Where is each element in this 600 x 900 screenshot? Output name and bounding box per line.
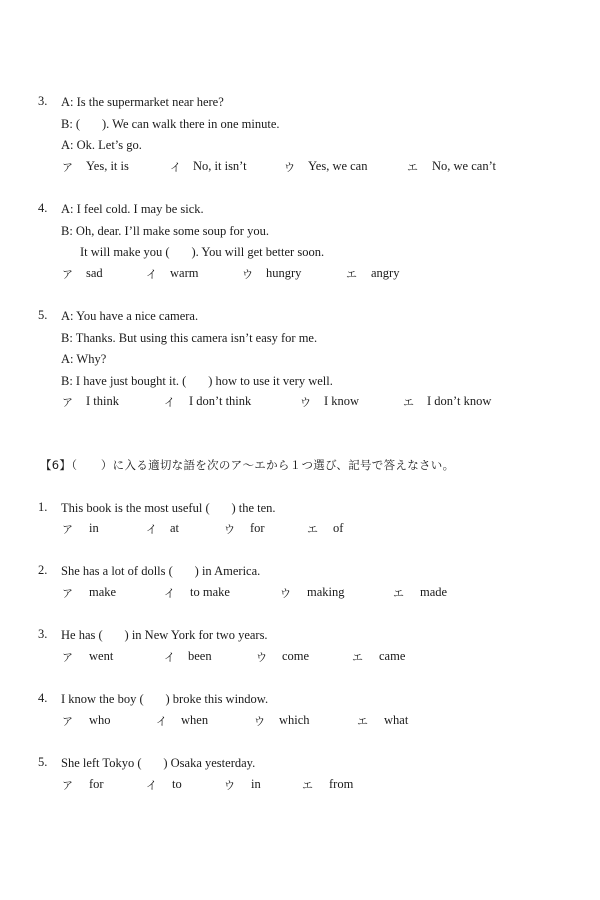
- dialog-line: B: ( ). We can walk there in one minute.: [61, 117, 280, 131]
- option-mark: ア: [62, 715, 73, 728]
- option-text: in: [89, 521, 99, 535]
- question-number: 5.: [38, 308, 48, 322]
- option-text: went: [89, 649, 114, 663]
- option-text: I don’t know: [427, 394, 492, 408]
- option-mark: イ: [146, 779, 157, 792]
- dialog-line: A: Why?: [61, 352, 107, 366]
- option-mark: ウ: [280, 587, 291, 600]
- option-mark: イ: [170, 161, 181, 174]
- option-text: to make: [190, 585, 230, 599]
- option-text: to: [172, 777, 182, 791]
- section-6-instructions: 【6】（ ）に入る適切な語を次のア～エから１つ選び、記号で答えなさい。: [40, 458, 455, 472]
- option-text: of: [333, 521, 344, 535]
- option-text: I know: [324, 394, 360, 408]
- question-number: 1.: [38, 500, 48, 514]
- option-mark: ウ: [300, 396, 311, 409]
- option-mark: ア: [62, 523, 73, 536]
- option-mark: ア: [62, 587, 73, 600]
- option-text: what: [384, 713, 409, 727]
- option-text: warm: [170, 266, 199, 280]
- option-text: I don’t think: [189, 394, 252, 408]
- question-text: She left Tokyo ( ) Osaka yesterday.: [61, 756, 256, 770]
- option-mark: イ: [164, 651, 175, 664]
- question-number: 4.: [38, 691, 48, 705]
- option-text: for: [89, 777, 104, 791]
- option-text: for: [250, 521, 265, 535]
- dialog-line: A: I feel cold. I may be sick.: [61, 202, 204, 216]
- option-text: No, it isn’t: [193, 159, 247, 173]
- question-text: I know the boy ( ) broke this window.: [61, 692, 269, 706]
- option-text: who: [89, 713, 111, 727]
- dialog-line: It will make you ( ). You will get better soon.: [80, 245, 325, 259]
- option-mark: ウ: [224, 523, 235, 536]
- question-number: 3.: [38, 94, 48, 108]
- option-mark: ウ: [256, 651, 267, 664]
- option-text: which: [279, 713, 310, 727]
- question-number: 3.: [38, 627, 48, 641]
- option-mark: ア: [62, 396, 73, 409]
- option-mark: エ: [357, 715, 368, 728]
- option-mark: ア: [62, 651, 73, 664]
- option-mark: ア: [62, 161, 73, 174]
- option-text: Yes, we can: [308, 159, 368, 173]
- option-text: make: [89, 585, 117, 599]
- option-text: came: [379, 649, 406, 663]
- option-text: made: [420, 585, 448, 599]
- option-mark: ウ: [242, 268, 253, 281]
- option-mark: ウ: [254, 715, 265, 728]
- option-mark: ア: [62, 268, 73, 281]
- option-text: sad: [86, 266, 103, 280]
- option-mark: イ: [164, 587, 175, 600]
- question-text: He has ( ) in New York for two years.: [61, 628, 268, 642]
- question-number: 2.: [38, 563, 48, 577]
- option-text: from: [329, 777, 354, 791]
- dialog-line: B: Oh, dear. I’ll make some soup for you.: [61, 224, 269, 238]
- option-mark: エ: [346, 268, 357, 281]
- option-text: making: [307, 585, 345, 599]
- question-number: 4.: [38, 201, 48, 215]
- option-mark: イ: [156, 715, 167, 728]
- option-text: Yes, it is: [86, 159, 129, 173]
- option-text: I think: [86, 394, 119, 408]
- option-mark: ア: [62, 779, 73, 792]
- option-mark: イ: [146, 523, 157, 536]
- option-text: in: [251, 777, 261, 791]
- option-mark: イ: [164, 396, 175, 409]
- dialog-line: A: Is the supermarket near here?: [61, 95, 224, 109]
- question-text: She has a lot of dolls ( ) in America.: [61, 564, 261, 578]
- option-mark: エ: [407, 161, 418, 174]
- option-text: come: [282, 649, 310, 663]
- option-mark: エ: [302, 779, 313, 792]
- option-mark: エ: [393, 587, 404, 600]
- question-text: This book is the most useful ( ) the ten.: [61, 501, 276, 515]
- option-text: No, we can’t: [432, 159, 496, 173]
- question-number: 5.: [38, 755, 48, 769]
- option-text: hungry: [266, 266, 302, 280]
- dialog-line: A: Ok. Let’s go.: [61, 138, 142, 152]
- dialog-line: A: You have a nice camera.: [61, 309, 199, 323]
- option-text: when: [181, 713, 209, 727]
- option-mark: エ: [352, 651, 363, 664]
- option-text: been: [188, 649, 212, 663]
- option-mark: エ: [403, 396, 414, 409]
- option-mark: エ: [307, 523, 318, 536]
- option-mark: ウ: [284, 161, 295, 174]
- dialog-line: B: I have just bought it. ( ) how to use it very well.: [61, 374, 333, 388]
- option-mark: ウ: [224, 779, 235, 792]
- option-text: angry: [371, 266, 400, 280]
- option-text: at: [170, 521, 180, 535]
- dialog-line: B: Thanks. But using this camera isn’t easy for me.: [61, 331, 318, 345]
- option-mark: イ: [146, 268, 157, 281]
